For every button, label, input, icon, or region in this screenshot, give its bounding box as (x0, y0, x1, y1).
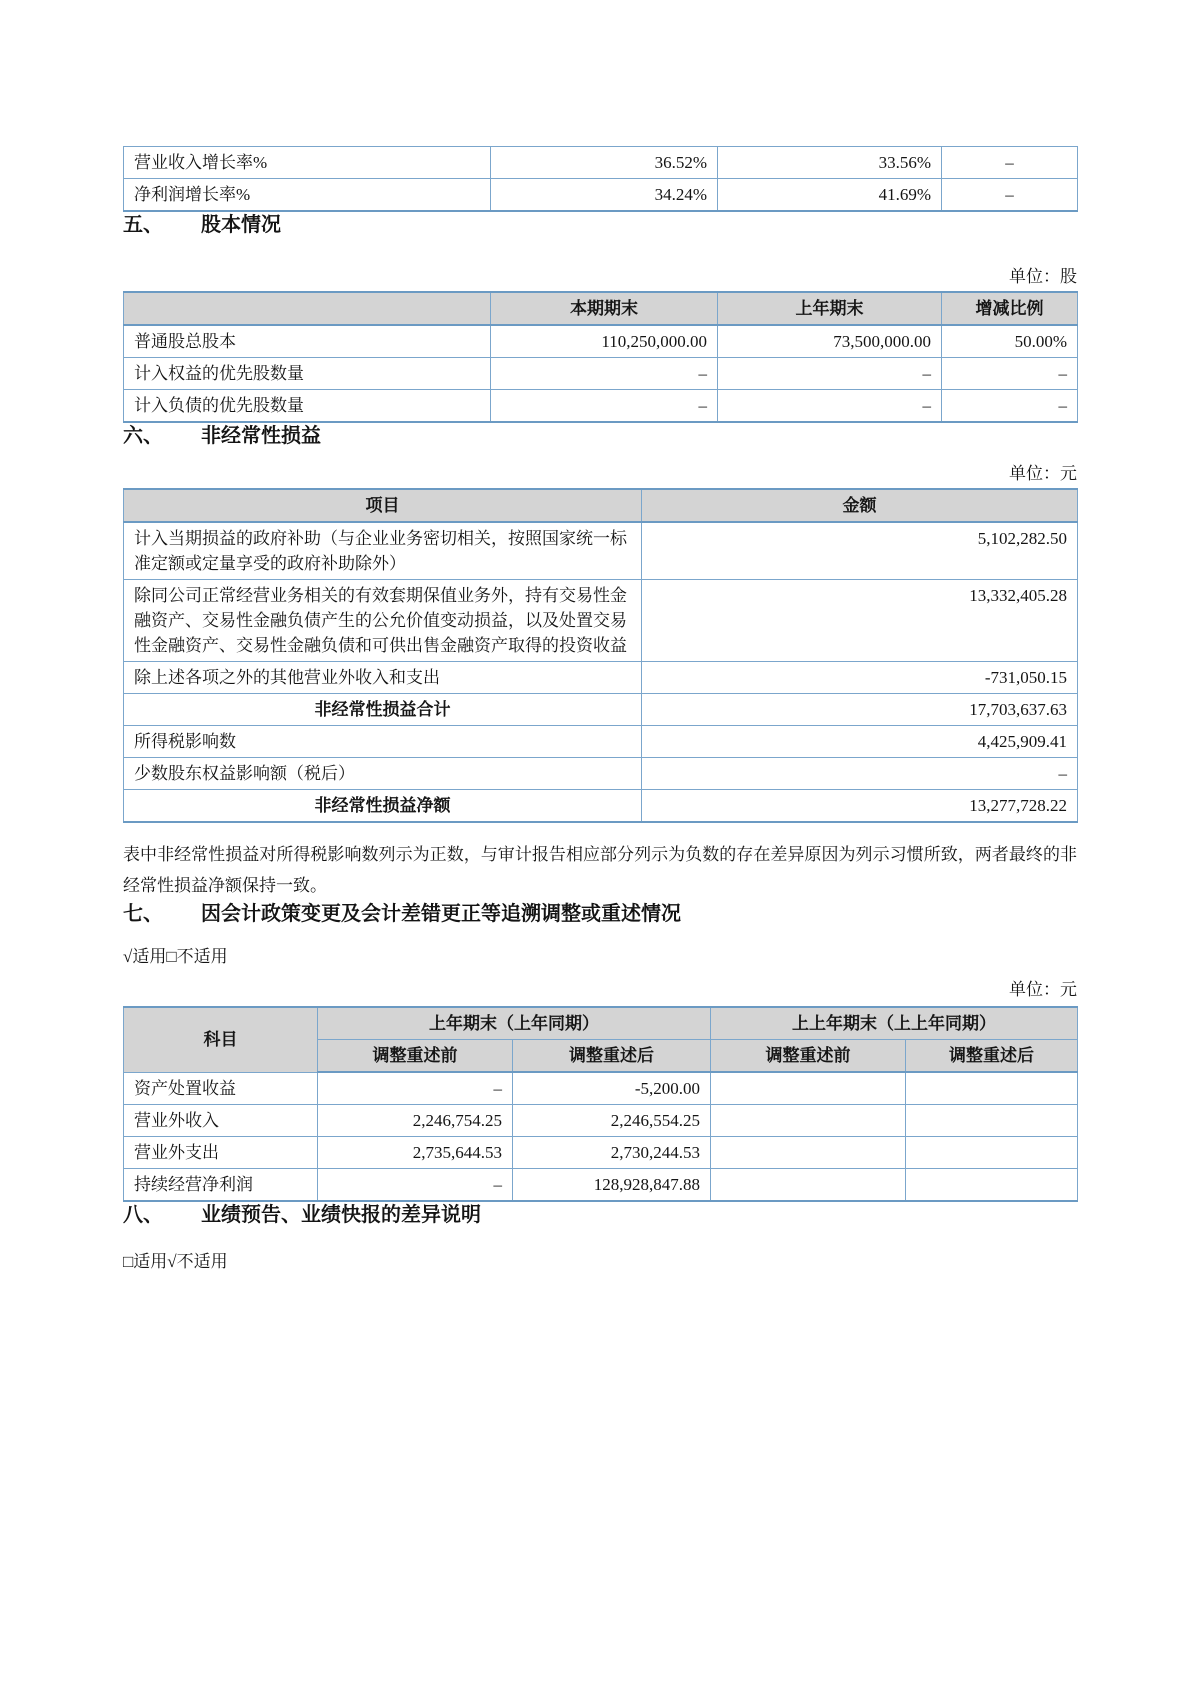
row-label-cell: 计入当期损益的政府补助（与企业业务密切相关，按照国家统一标准定额或定量享受的政府补助除外） (124, 522, 642, 580)
subheader-after: 调整重述后 (906, 1040, 1078, 1073)
change-cell: – (942, 147, 1078, 179)
header-cell-prior: 上年期末 (718, 292, 942, 325)
amount-cell: 13,332,405.28 (642, 580, 1078, 662)
row-label-cell: 营业外支出 (124, 1137, 318, 1169)
restatement-table (123, 1006, 1078, 1202)
row-label-cell: 除上述各项之外的其他营业外收入和支出 (124, 662, 642, 694)
header-cell-subject: 科目 (124, 1007, 318, 1072)
prior-period-cell: 73,500,000.00 (718, 325, 942, 358)
change-cell: – (942, 179, 1078, 212)
py-before-cell: – (318, 1072, 513, 1105)
non-recurring-items-table (123, 488, 1078, 823)
table-row (124, 662, 1078, 694)
row-label-cell: 计入负债的优先股数量 (124, 390, 491, 423)
applicability-line: √适用□不适用 (123, 947, 228, 966)
amount-cell: 17,703,637.63 (642, 694, 1078, 726)
section-title: 业绩预告、业绩快报的差异说明 (201, 1204, 481, 1226)
current-period-cell: 36.52% (491, 147, 718, 179)
ppy-before-cell (711, 1105, 906, 1137)
header-cell-current: 本期期末 (491, 292, 718, 325)
table-header-row (124, 292, 1078, 325)
table-row (124, 580, 1078, 662)
section-number: 七、 (123, 903, 163, 925)
row-label-cell: 所得税影响数 (124, 726, 642, 758)
ppy-before-cell (711, 1169, 906, 1202)
applicability-line: □适用√不适用 (123, 1252, 228, 1271)
section-title: 因会计政策变更及会计差错更正等追溯调整或重述情况 (201, 903, 681, 925)
unit-label: 单位：股 (1009, 267, 1077, 286)
growth-rate-table (123, 146, 1078, 212)
ppy-after-cell (906, 1137, 1078, 1169)
note-paragraph: 表中非经常性损益对所得税影响数列示为正数，与审计报告相应部分列示为负数的存在差异原因为列示习惯所致，两者最终的非经常性损益净额保持一致。 (123, 845, 1077, 895)
header-cell-empty (124, 292, 491, 325)
section-title: 股本情况 (201, 214, 281, 236)
prior-period-cell: 41.69% (718, 179, 942, 212)
amount-cell: – (642, 758, 1078, 790)
header-group-prior-year: 上年期末（上年同期） (318, 1007, 711, 1040)
share-capital-table (123, 291, 1078, 423)
table-row (124, 358, 1078, 390)
py-after-cell: 128,928,847.88 (513, 1169, 711, 1202)
section6-heading (123, 423, 1077, 449)
ppy-before-cell (711, 1137, 906, 1169)
py-before-cell: 2,246,754.25 (318, 1105, 513, 1137)
section8-heading (123, 1202, 1077, 1228)
table-row (124, 325, 1078, 358)
table-row (124, 726, 1078, 758)
subheader-before: 调整重述前 (318, 1040, 513, 1073)
subtotal-row (124, 694, 1078, 726)
table-row (124, 390, 1078, 423)
table-row (124, 1105, 1078, 1137)
py-after-cell: 2,246,554.25 (513, 1105, 711, 1137)
py-before-cell: – (318, 1169, 513, 1202)
table-row (124, 1072, 1078, 1105)
change-cell: – (942, 390, 1078, 423)
row-label-cell: 计入权益的优先股数量 (124, 358, 491, 390)
net-total-row (124, 790, 1078, 823)
amount-cell: 4,425,909.41 (642, 726, 1078, 758)
row-label-cell: 非经常性损益净额 (124, 790, 642, 823)
header-group-two-years-prior: 上上年期末（上上年同期） (711, 1007, 1078, 1040)
table-row (124, 1169, 1078, 1202)
section-number: 五、 (123, 214, 163, 236)
table-row (124, 758, 1078, 790)
table-row (124, 147, 1078, 179)
section5-heading (123, 212, 1077, 238)
py-before-cell: 2,735,644.53 (318, 1137, 513, 1169)
prior-period-cell: 33.56% (718, 147, 942, 179)
amount-cell: 5,102,282.50 (642, 522, 1078, 580)
row-label-cell: 营业收入增长率% (124, 147, 491, 179)
section-number: 六、 (123, 425, 163, 447)
row-label-cell: 营业外收入 (124, 1105, 318, 1137)
prior-period-cell: – (718, 390, 942, 423)
header-cell-change: 增减比例 (942, 292, 1078, 325)
ppy-after-cell (906, 1072, 1078, 1105)
current-period-cell: 110,250,000.00 (491, 325, 718, 358)
row-label-cell: 少数股东权益影响额（税后） (124, 758, 642, 790)
py-after-cell: 2,730,244.53 (513, 1137, 711, 1169)
table-header-row (124, 1007, 1078, 1040)
section7-heading (123, 901, 1077, 927)
amount-cell: 13,277,728.22 (642, 790, 1078, 823)
section-title: 非经常性损益 (201, 425, 321, 447)
table-row (124, 1137, 1078, 1169)
change-cell: 50.00% (942, 325, 1078, 358)
prior-period-cell: – (718, 358, 942, 390)
row-label-cell: 非经常性损益合计 (124, 694, 642, 726)
row-label-cell: 资产处置收益 (124, 1072, 318, 1105)
row-label-cell: 普通股总股本 (124, 325, 491, 358)
table-header-row (124, 489, 1078, 522)
amount-cell: -731,050.15 (642, 662, 1078, 694)
table-row (124, 179, 1078, 212)
row-label-cell: 持续经营净利润 (124, 1169, 318, 1202)
py-after-cell: -5,200.00 (513, 1072, 711, 1105)
current-period-cell: – (491, 390, 718, 423)
section-number: 八、 (123, 1204, 163, 1226)
current-period-cell: – (491, 358, 718, 390)
subheader-after: 调整重述后 (513, 1040, 711, 1073)
current-period-cell: 34.24% (491, 179, 718, 212)
unit-label: 单位：元 (1009, 980, 1077, 999)
subheader-before: 调整重述前 (711, 1040, 906, 1073)
ppy-after-cell (906, 1169, 1078, 1202)
ppy-after-cell (906, 1105, 1078, 1137)
header-cell-item: 项目 (124, 489, 642, 522)
change-cell: – (942, 358, 1078, 390)
unit-label: 单位：元 (1009, 464, 1077, 483)
row-label-cell: 除同公司正常经营业务相关的有效套期保值业务外，持有交易性金融资产、交易性金融负债产生的公允价值变动损益，以及处置交易性金融资产、交易性金融负债和可供出售金融资产取得的投资收益 (124, 580, 642, 662)
row-label-cell: 净利润增长率% (124, 179, 491, 212)
table-row (124, 522, 1078, 580)
header-cell-amount: 金额 (642, 489, 1078, 522)
ppy-before-cell (711, 1072, 906, 1105)
